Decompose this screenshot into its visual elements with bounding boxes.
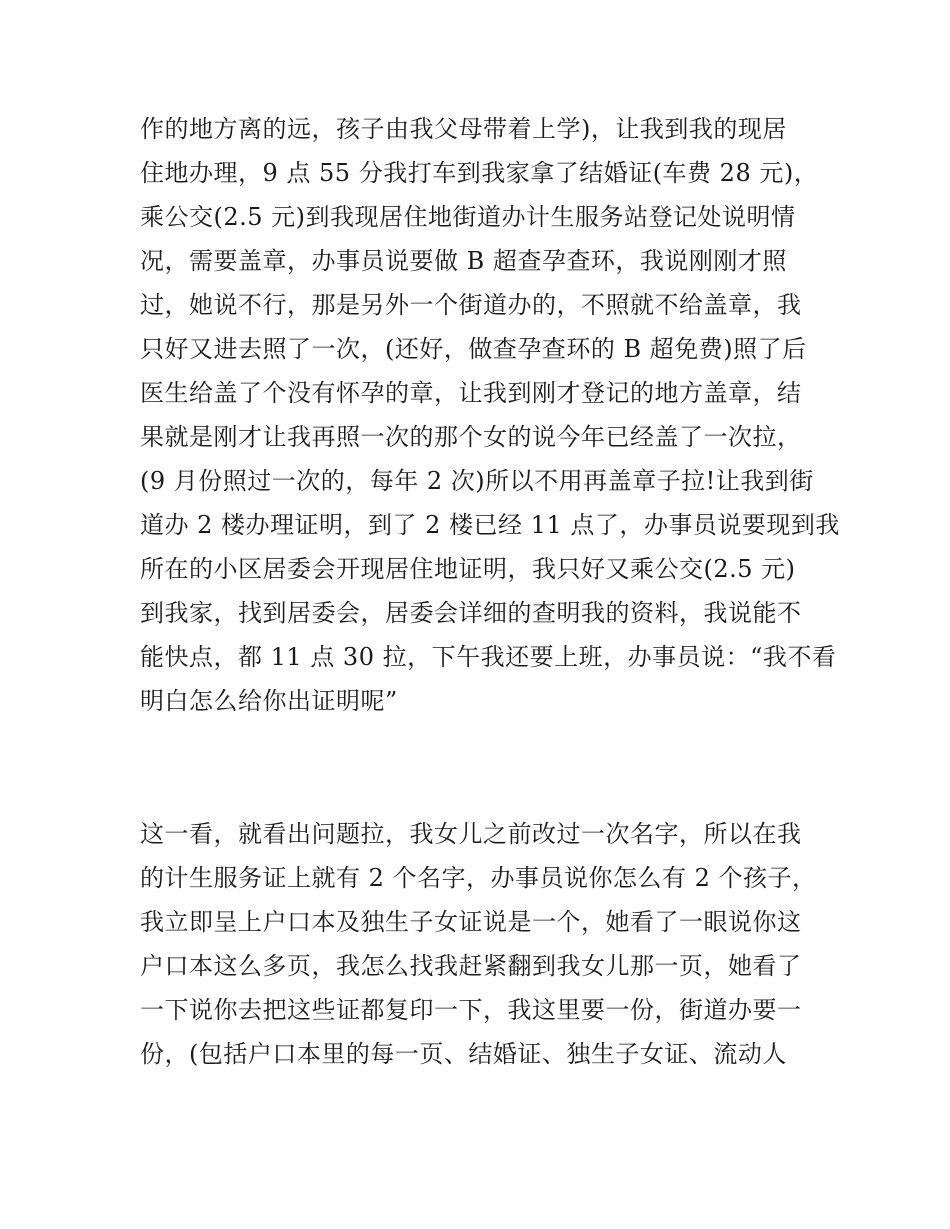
paragraph-1	[140, 107, 840, 723]
text-line: 份，(包括户口本里的每一页、结婚证、独生子女证、流动人	[140, 1040, 787, 1068]
text-line: 这一看，就看出问题拉，我女儿之前改过一次名字，所以在我	[140, 820, 802, 848]
text-line: (9 月份照过一次的，每年 2 次)所以不用再盖章子拉!让我到街	[140, 467, 814, 495]
text-line: 况，需要盖章，办事员说要做 B 超查孕查环，我说刚刚才照	[140, 247, 787, 275]
text-line: 到我家，找到居委会，居委会详细的查明我的资料，我说能不	[140, 599, 802, 627]
text-line: 一下说你去把这些证都复印一下，我这里要一份，街道办要一	[140, 996, 802, 1024]
paragraph-2	[140, 812, 830, 1076]
text-line: 医生给盖了个没有怀孕的章，让我到刚才登记的地方盖章，结	[140, 379, 802, 407]
text-line: 户口本这么多页，我怎么找我赶紧翻到我女儿那一页，她看了	[140, 952, 802, 980]
text-line: 能快点，都 11 点 30 拉，下午我还要上班，办事员说：“我不看	[140, 643, 837, 671]
text-line: 作的地方离的远，孩子由我父母带着上学)，让我到我的现居	[140, 115, 787, 143]
text-line: 道办 2 楼办理证明，到了 2 楼已经 11 点了，办事员说要现到我	[140, 511, 840, 539]
text-line: 住地办理，9 点 55 分我打车到我家拿了结婚证(车费 28 元)，	[140, 159, 819, 187]
text-line: 我立即呈上户口本及独生子女证说是一个，她看了一眼说你这	[140, 908, 802, 936]
text-line: 过，她说不行，那是另外一个街道办的，不照就不给盖章，我	[140, 291, 802, 319]
text-line: 只好又进去照了一次，(还好，做查孕查环的 B 超免费)照了后	[140, 335, 807, 363]
text-line: 的计生服务证上就有 2 个名字，办事员说你怎么有 2 个孩子，	[140, 864, 817, 892]
text-line: 明白怎么给你出证明呢”	[140, 687, 398, 715]
text-line: 乘公交(2.5 元)到我现居住地街道办计生服务站登记处说明情	[140, 203, 796, 231]
text-line: 所在的小区居委会开现居住地证明，我只好又乘公交(2.5 元)	[140, 555, 796, 583]
text-line: 果就是刚才让我再照一次的那个女的说今年已经盖了一次拉，	[140, 423, 802, 451]
